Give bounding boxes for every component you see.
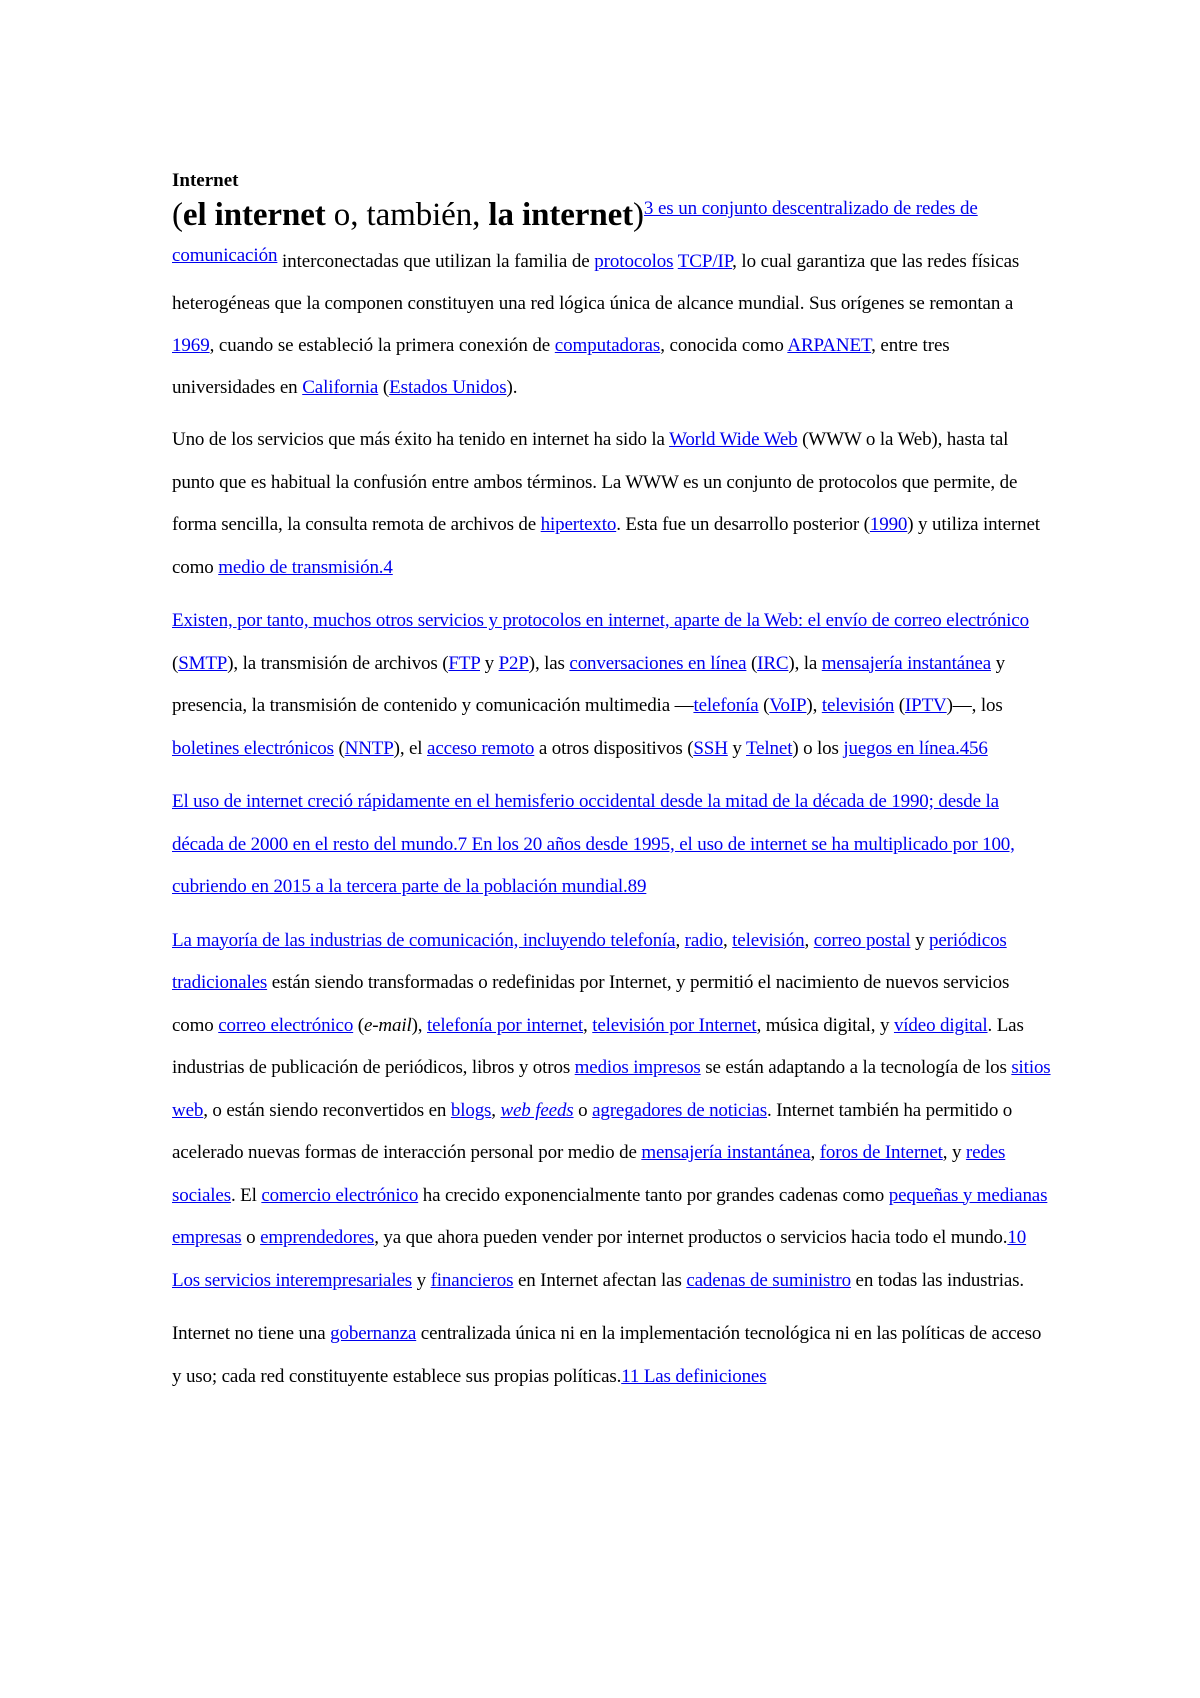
link-la-mayoria-industrias[interactable]: La mayoría de las industrias de comunicación, incluyendo telefonía [172, 929, 676, 951]
link-1969[interactable]: 1969 [172, 335, 210, 356]
paragraph-text: ( [172, 652, 179, 674]
paragraph-text: ) o los [792, 737, 844, 759]
link-voip[interactable]: VoIP [769, 695, 807, 716]
link-arpanet[interactable]: ARPANET [787, 335, 872, 356]
link-existen-correo-electronico[interactable]: Existen, por tanto, muchos otros servicios y protocolos en internet, aparte de la Web: el envío de correo electrónico [172, 610, 1029, 631]
paragraph-text: ), las [528, 652, 570, 674]
paragraph-text: , [583, 1014, 593, 1036]
link-telefonia[interactable]: telefonía [693, 695, 759, 716]
paragraph-text: Internet no tiene una [172, 1323, 331, 1344]
paragraph-text: , [722, 929, 733, 951]
link-estados-unidos[interactable]: Estados Unidos [389, 377, 507, 398]
link-emprendedores[interactable]: emprendedores [260, 1227, 375, 1248]
link-mensajeria-instantanea[interactable]: mensajería instantánea [641, 1142, 811, 1163]
link-las-definiciones[interactable]: 11 Las definiciones [621, 1365, 767, 1387]
link-cadenas-de-suministro[interactable]: cadenas de suministro [686, 1269, 851, 1291]
intro-text: , lo cual garantiza que las redes físicas heterogéneas que la componen constituyen una red lógica única de alcance mundial. Sus orígenes se remontan a [172, 251, 1020, 314]
paragraph-text: se están adaptando a la tecnología de los [700, 1057, 1012, 1078]
intro-heading [172, 197, 644, 233]
page-title: Internet [172, 170, 239, 191]
paragraph-text: (WWW o la Web), hasta tal punto que es habitual la confusión entre ambos términos. La WWW es un conjunto de protocolos que permite, de forma sencilla, la consulta remota de archivos de [172, 429, 1018, 535]
paragraph-text: , [804, 929, 814, 951]
paragraph-text: en todas las industrias. [850, 1269, 1024, 1291]
paragraph-text: , [491, 1099, 501, 1121]
paragraph-text: ), la transmisión de archivos ( [227, 652, 449, 674]
paragraph-text: Uno de los servicios que más éxito ha tenido en internet ha sido la [172, 429, 670, 450]
link-television-por-internet[interactable]: televisión por Internet [592, 1014, 757, 1036]
paragraph-text: ), [806, 695, 822, 716]
intro-text: ( [378, 377, 390, 398]
link-mensajeria-instantanea[interactable]: mensajería instantánea [821, 652, 991, 674]
link-iptv[interactable]: IPTV [904, 695, 947, 716]
link-acceso-remoto[interactable]: acceso remoto [427, 737, 535, 759]
paragraph-text: ( [333, 737, 345, 759]
paragraph-text: , y [942, 1142, 966, 1163]
paragraph-text: están siendo transformadas o redefinidas por Internet, y permitió el nacimiento de nuevos servicios como [172, 972, 1010, 1036]
link-servicios-interempresariales[interactable]: 10 Los servicios interempresariales [172, 1227, 1027, 1291]
paragraph-text: , [810, 1142, 820, 1163]
paragraph-text: y [480, 652, 499, 674]
link-conversaciones-en-linea[interactable]: conversaciones en línea [569, 652, 747, 674]
link-telnet[interactable]: Telnet [746, 737, 793, 759]
document-page [172, 170, 1052, 1409]
paragraph-text: y presencia, la transmisión de contenido y comunicación multimedia — [172, 652, 1005, 716]
link-hipertexto[interactable]: hipertexto [540, 514, 617, 535]
paragraph-text: y [412, 1269, 431, 1291]
paragraph-text: ( [758, 695, 770, 716]
link-redes-sociales[interactable]: redes sociales [172, 1142, 1006, 1206]
link-computadoras[interactable]: computadoras [554, 335, 661, 356]
link-radio[interactable]: radio [684, 929, 723, 951]
link-video-digital[interactable]: vídeo digital [893, 1014, 988, 1036]
paragraph-industrias [172, 920, 1052, 1303]
paragraph-text: . El [230, 1184, 262, 1206]
paragraph-text: o [573, 1099, 593, 1121]
emphasis-email: e-mail [363, 1014, 412, 1036]
link-pequenas-y-medianas-empresas[interactable]: pequeñas y medianas empresas [172, 1184, 1048, 1248]
link-foros-de-internet[interactable]: foros de Internet [819, 1142, 943, 1163]
paragraph-text: ( [894, 695, 905, 716]
paragraph-servicios [172, 600, 1052, 770]
link-ssh[interactable]: SSH [693, 737, 728, 759]
paragraph-text: y [727, 737, 747, 759]
paragraph-text: ), la [788, 652, 822, 674]
link-irc[interactable]: IRC [757, 652, 789, 674]
link-medio-de-transmision[interactable]: medio de transmisión.4 [218, 556, 393, 578]
link-periodicos-tradicionales[interactable]: periódicos tradicionales [172, 929, 1007, 993]
link-protocolos[interactable]: protocolos [594, 251, 674, 272]
link-1990[interactable]: 1990 [869, 514, 908, 535]
link-ref-3[interactable]: 3 es un conjunto descentralizado de redes de comunicación [172, 198, 978, 266]
paragraph-gobernanza [172, 1313, 1052, 1398]
paragraph-text: y [910, 929, 930, 951]
link-telefonia-por-internet[interactable]: telefonía por internet [427, 1014, 584, 1036]
paragraph-text: ( [746, 652, 758, 674]
intro-text: ) [633, 197, 644, 233]
link-smtp[interactable]: SMTP [178, 652, 228, 674]
link-correo-postal[interactable]: correo postal [813, 929, 911, 951]
link-television[interactable]: televisión [821, 695, 895, 716]
paragraph-text: . Las industrias de publicación de periódicos, libros y otros [172, 1014, 1024, 1078]
link-ftp[interactable]: FTP [448, 652, 481, 674]
link-juegos-en-linea[interactable]: juegos en línea.456 [843, 737, 988, 759]
intro-bold-la-internet: la internet [488, 197, 634, 233]
link-medios-impresos[interactable]: medios impresos [574, 1057, 701, 1078]
paragraph-text: , música digital, y [756, 1014, 894, 1036]
intro-text: o, también, [325, 197, 489, 233]
intro-text: interconectadas que utilizan la familia de [277, 251, 595, 272]
paragraph-text: . Esta fue un desarrollo posterior ( [616, 514, 870, 535]
paragraph-text: ) y utiliza internet como [172, 514, 1040, 578]
link-tcp-ip[interactable]: TCP/IP [677, 251, 733, 272]
link-p2p[interactable]: P2P [498, 652, 529, 674]
link-comercio-electronico[interactable]: comercio electrónico [261, 1184, 419, 1206]
intro-bold-el-internet: el internet [182, 197, 326, 233]
intro-text: , cuando se estableció la primera conexión de [209, 335, 555, 356]
paragraph-text: ), el [393, 737, 428, 759]
paragraph-text: ), [411, 1014, 427, 1036]
link-gobernanza[interactable]: gobernanza [330, 1323, 417, 1344]
link-uso-de-internet[interactable]: El uso de internet creció rápidamente en el hemisferio occidental desde la mitad de la década de 1990; desde la década de 2000 en el resto del mundo.7 En los 20 años desde 1995, el uso de internet se ha multiplicado por 100, cubriendo en 2015 a la tercera parte de la población mundial.89 [172, 791, 1015, 897]
link-financieros[interactable]: financieros [430, 1269, 514, 1291]
link-correo-electronico[interactable]: correo electrónico [218, 1014, 354, 1036]
paragraph-text: o [241, 1227, 261, 1248]
link-sitios-web[interactable]: sitios web [172, 1057, 1051, 1121]
link-nntp[interactable]: NNTP [344, 737, 394, 759]
intro-text: , conocida como [660, 335, 788, 356]
paragraph-text: . Internet también ha permitido o acelerado nuevas formas de interacción personal por medio de [172, 1099, 1013, 1163]
paragraph-text: )—, los [946, 695, 1003, 716]
link-television[interactable]: televisión [732, 929, 805, 951]
link-world-wide-web[interactable]: World Wide Web [669, 429, 798, 450]
paragraph-text: , ya que ahora pueden vender por internet productos o servicios hacia todo el mundo. [374, 1227, 1008, 1248]
link-california[interactable]: California [302, 377, 379, 398]
intro-text: ( [172, 197, 183, 233]
paragraph-www [172, 419, 1052, 589]
link-blogs[interactable]: blogs [450, 1099, 492, 1121]
link-web-feeds[interactable]: web feeds [500, 1099, 574, 1121]
intro-text: ). [506, 377, 518, 398]
paragraph-text: en Internet afectan las [513, 1269, 687, 1291]
paragraph-uso-internet [172, 781, 1052, 909]
paragraph-text: , [675, 929, 685, 951]
intro-paragraph [172, 194, 1052, 409]
paragraph-text: , o están siendo reconvertidos en [203, 1099, 451, 1121]
paragraph-text: centralizada única ni en la implementación tecnológica ni en las políticas de acceso y uso; cada red constituyente establece sus propias políticas. [172, 1323, 1042, 1387]
paragraph-text: ha crecido exponencialmente tanto por grandes cadenas como [418, 1184, 889, 1206]
link-agregadores-de-noticias[interactable]: agregadores de noticias [592, 1099, 767, 1121]
link-boletines-electronicos[interactable]: boletines electrónicos [172, 737, 334, 759]
paragraph-text: ( [353, 1014, 364, 1036]
paragraph-text: a otros dispositivos ( [534, 737, 694, 759]
intro-text: , entre tres universidades en [172, 335, 950, 398]
